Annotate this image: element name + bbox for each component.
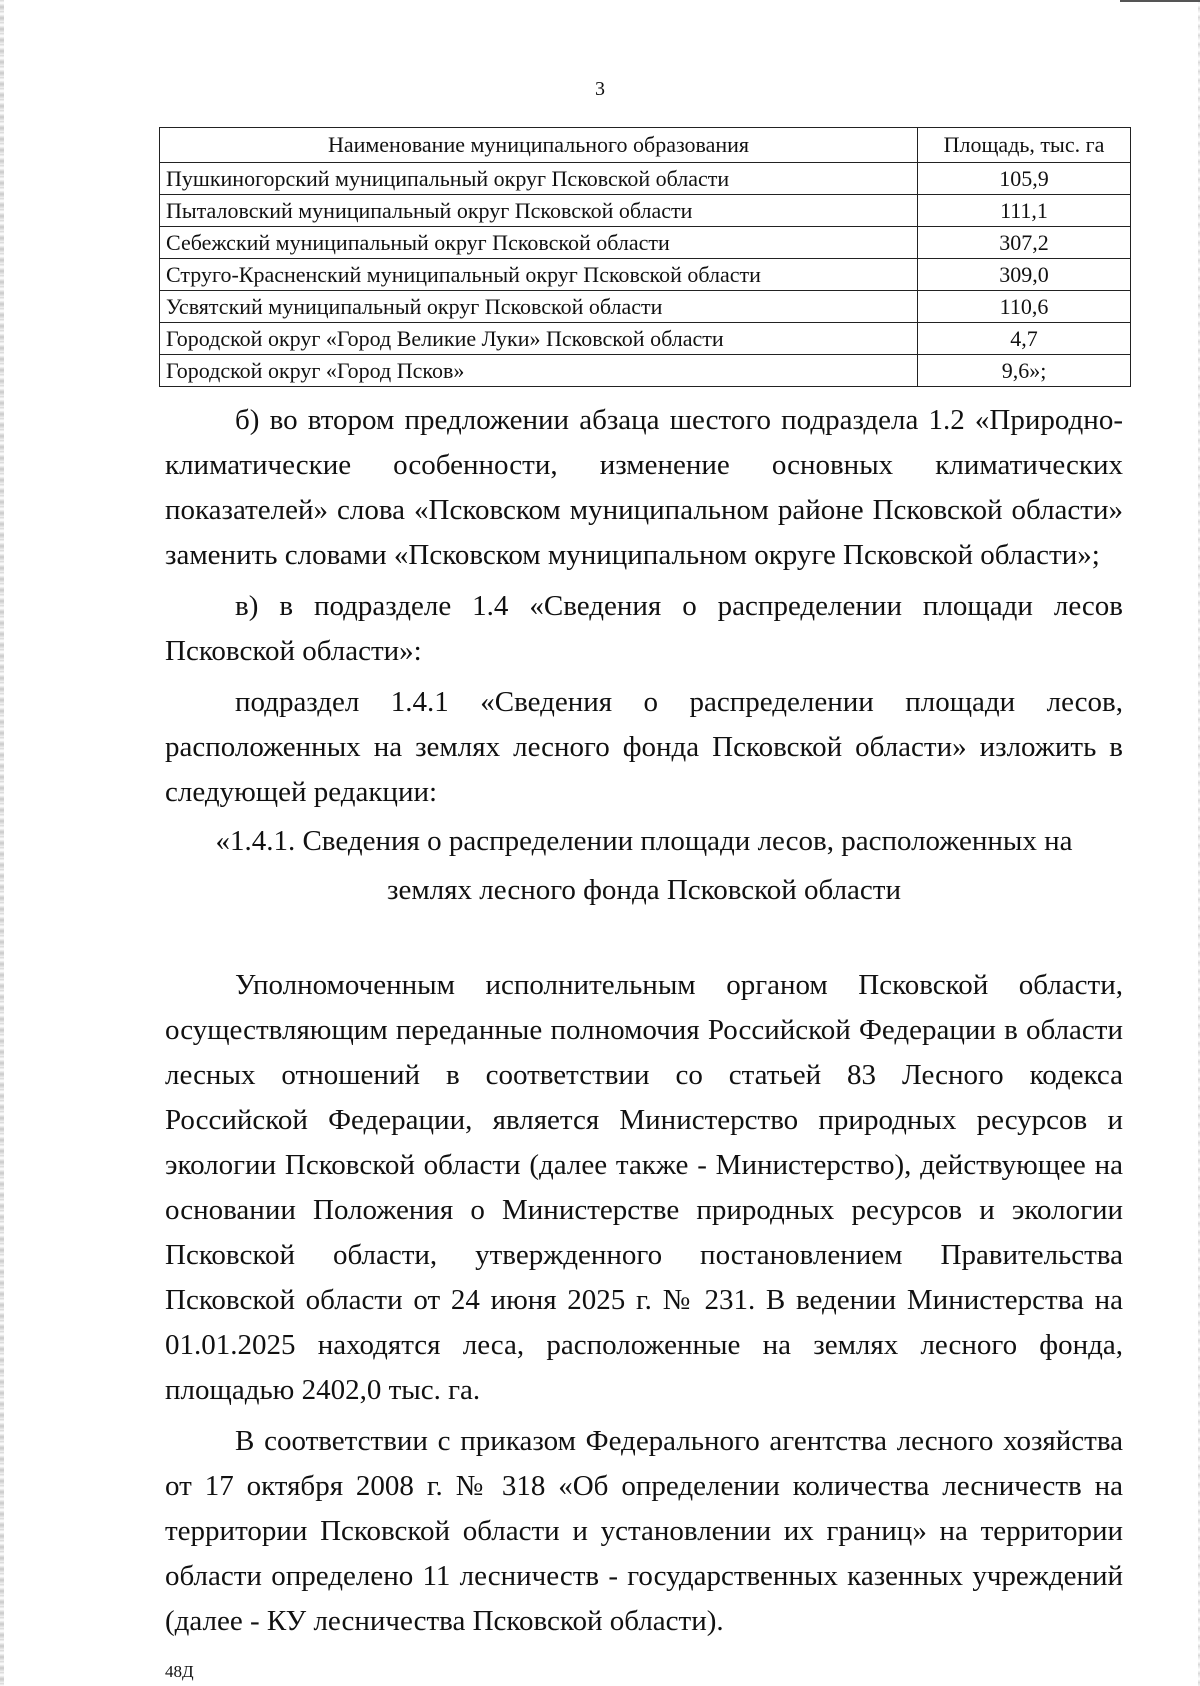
row-area: 110,6 (918, 291, 1131, 323)
table-row (160, 227, 1131, 259)
column-header-area: Площадь, тыс. га (918, 128, 1131, 163)
table-row (160, 323, 1131, 355)
table-row (160, 259, 1131, 291)
row-name: Струго-Красненский муниципальный округ Псковской области (160, 259, 918, 291)
table-row (160, 163, 1131, 195)
scan-mark-top (1120, 0, 1200, 2)
table-row (160, 195, 1131, 227)
table-header-row (160, 128, 1131, 163)
row-area: 309,0 (918, 259, 1131, 291)
section-heading-line-1: «1.4.1. Сведения о распределении площади лесов, расположенных на (215, 825, 1073, 857)
row-name: Городской округ «Город Псков» (160, 355, 918, 387)
document-code: 48Д (165, 1662, 194, 1681)
row-area: 111,1 (918, 195, 1131, 227)
paragraph-b: б) во втором предложении абзаца шестого подраздела 1.2 «Природно-климатические особенности, изменение основных климатических показателей» слова «Псковском муниципальном районе Псковской области» заменить словами «Псковском муниципальном округе Псковской области»; (165, 404, 1123, 571)
row-area: 307,2 (918, 227, 1131, 259)
row-name: Городской округ «Город Великие Луки» Псковской области (160, 323, 918, 355)
row-name: Пыталовский муниципальный округ Псковской области (160, 195, 918, 227)
row-name: Пушкиногорский муниципальный округ Псковской области (160, 163, 918, 195)
paragraph-v: в) в подразделе 1.4 «Сведения о распределении площади лесов Псковской области»: (165, 590, 1123, 667)
row-name: Усвятский муниципальный округ Псковской области (160, 291, 918, 323)
table-row (160, 355, 1131, 387)
scan-edge-left (0, 0, 4, 1686)
document-body (165, 398, 1123, 1644)
municipal-area-table (159, 127, 1131, 387)
row-name: Себежский муниципальный округ Псковской области (160, 227, 918, 259)
row-area: 4,7 (918, 323, 1131, 355)
row-area: 105,9 (918, 163, 1131, 195)
row-area: 9,6»; (918, 355, 1131, 387)
paragraph-order: В соответствии с приказом Федерального агентства лесного хозяйства от 17 октября 2008 г. № 318 «Об определении количества лесничеств на территории Псковской области и установлении их границ» на территории области определено 11 лесничеств - государственных казенных учреждений (далее - КУ лесничества Псковской области). (165, 1425, 1123, 1637)
paragraph-subsection: подраздел 1.4.1 «Сведения о распределении площади лесов, расположенных на землях лесного фонда Псковской области» изложить в следующей редакции: (165, 686, 1123, 808)
table-row (160, 291, 1131, 323)
paragraph-ministry: Уполномоченным исполнительным органом Псковской области, осуществляющим переданные полномочия Российской Федерации в области лесных отношений в соответствии со статьей 83 Лесного кодекса Российской Федерации, является Министерство природных ресурсов и экологии Псковской области (далее также - Министерство), действующее на основании Положения о Министерстве природных ресурсов и экологии Псковской области, утвержденного постановлением Правительства Псковской области от 24 июня 2025 г. № 231. В ведении Министерства на 01.01.2025 находятся леса, расположенные на землях лесного фонда, площадью 2402,0 тыс. га. (165, 969, 1123, 1406)
column-header-name: Наименование муниципального образования (160, 128, 918, 163)
page-number: 3 (595, 78, 605, 100)
section-heading-line-2: землях лесного фонда Псковской области (387, 874, 901, 906)
